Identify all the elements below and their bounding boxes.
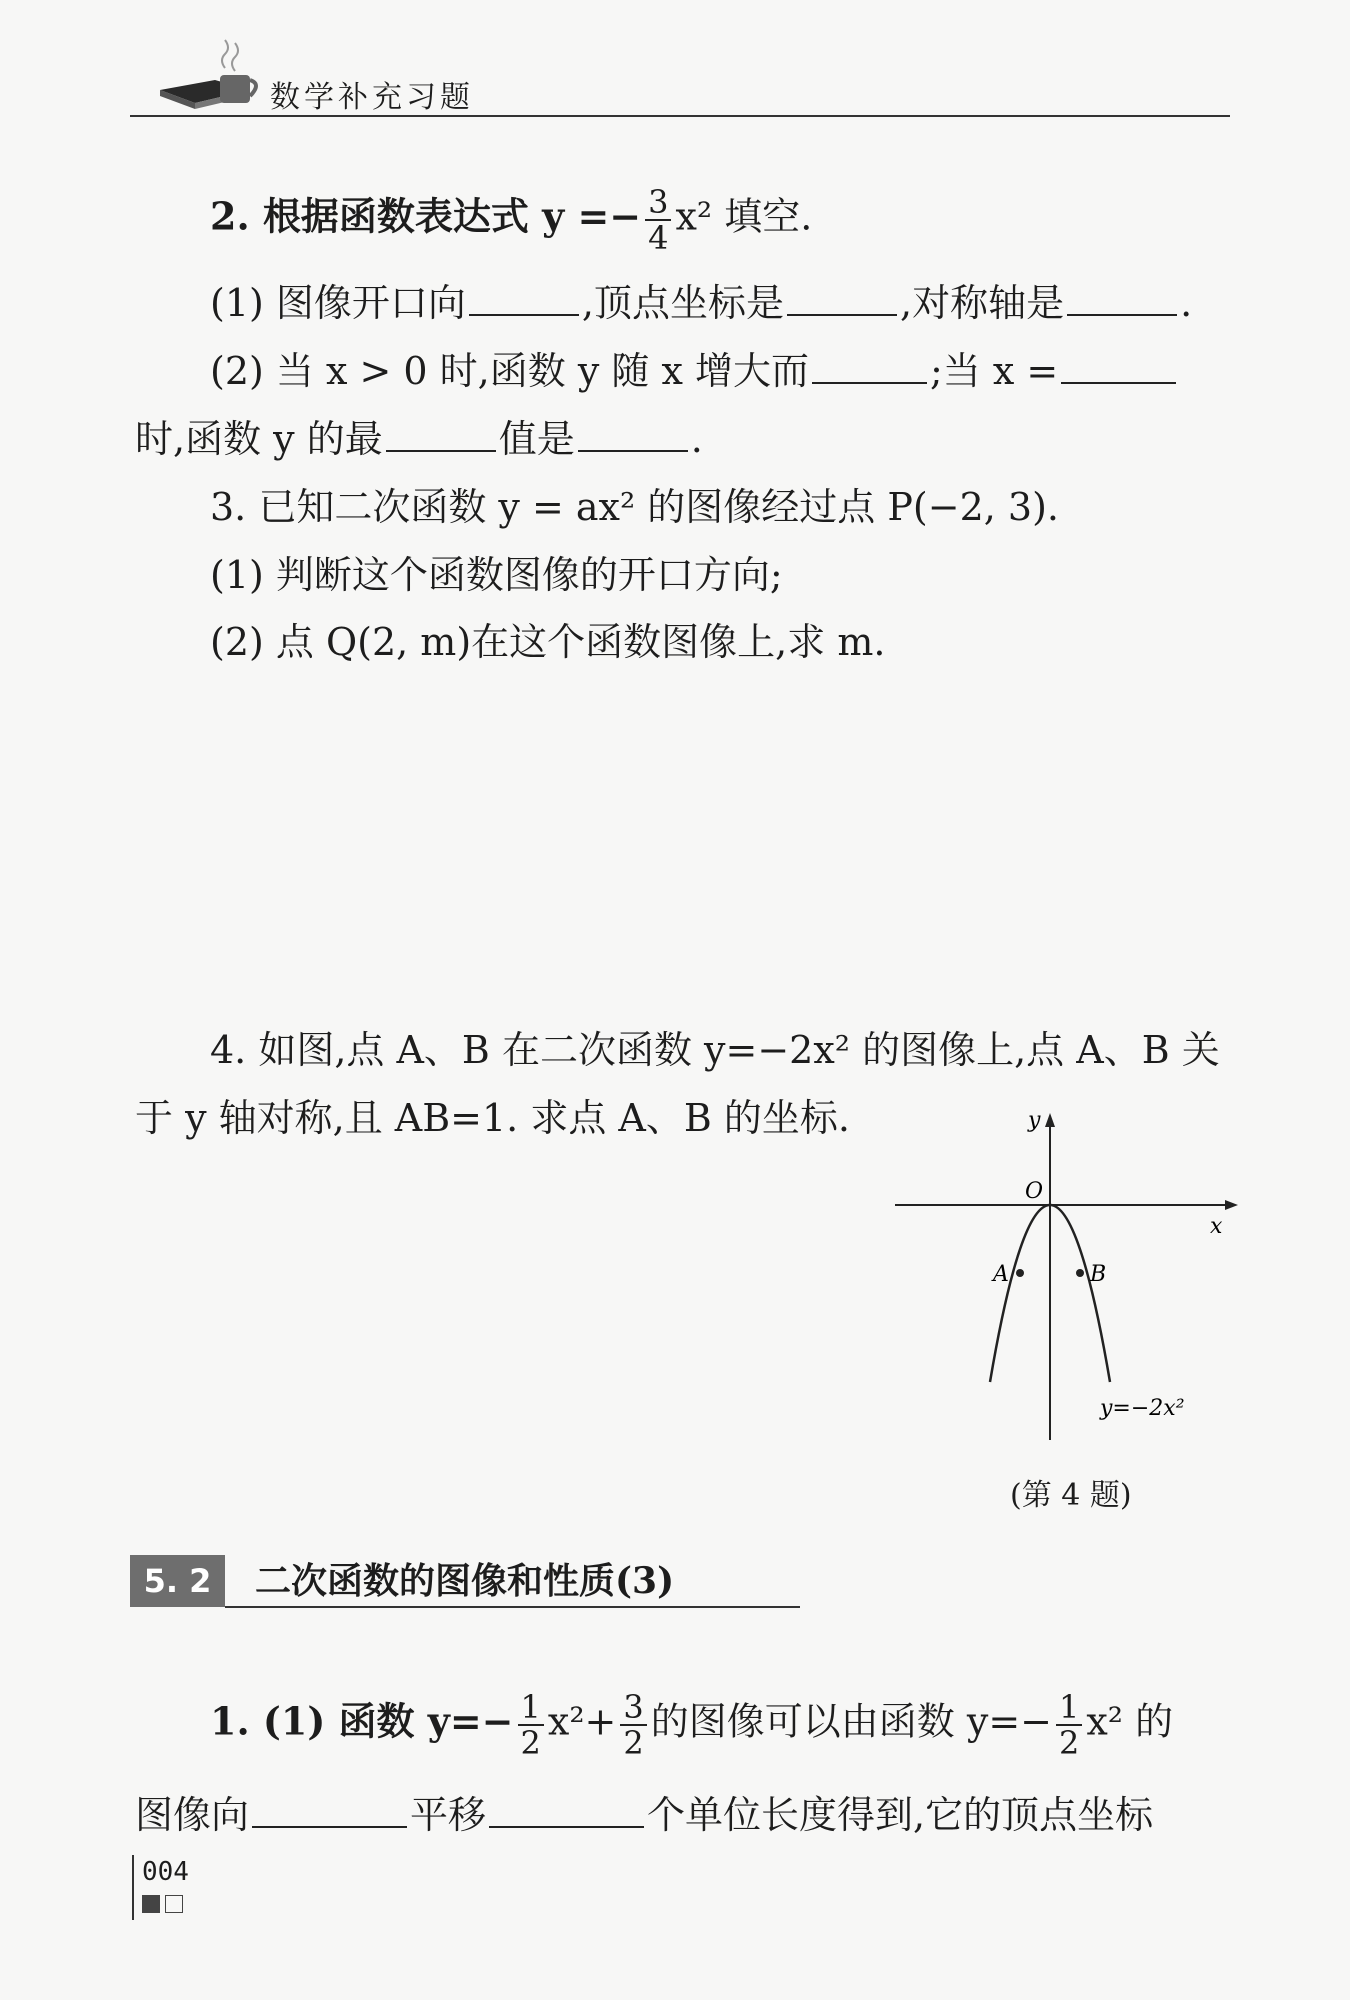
s1-frac3-den: 2 — [1059, 1724, 1080, 1762]
q2-stem-post: x² 填空. — [675, 194, 813, 239]
curve-label: y=−2x² — [1100, 1396, 1185, 1421]
s1-fraction-2 — [620, 1690, 646, 1760]
s1-post: x² 的 — [1086, 1699, 1174, 1744]
s1-line1 — [210, 1690, 1173, 1760]
q2-frac-den: 4 — [648, 219, 669, 257]
q2-p1-text-b: ,顶点坐标是 — [581, 281, 785, 325]
q3-part1: (1) 判断这个函数图像的开口方向; — [210, 553, 783, 597]
answer-blank[interactable] — [1061, 346, 1176, 384]
x-axis-arrow — [1225, 1200, 1238, 1210]
s1-line2-c: 个单位长度得到,它的顶点坐标 — [647, 1793, 1154, 1837]
q2-p2-text-a: (2) 当 x > 0 时,函数 y 随 x 增大而 — [210, 349, 809, 393]
q3-stem: 3. 已知二次函数 y = ax² 的图像经过点 P(−2, 3). — [210, 485, 1060, 529]
x-axis-label: x — [1210, 1214, 1223, 1239]
header-rule — [130, 115, 1230, 117]
q2-p1-text-c: ,对称轴是 — [900, 281, 1065, 325]
q3-part2: (2) 点 Q(2, m)在这个函数图像上,求 m. — [210, 620, 886, 664]
book-cup-icon — [155, 35, 275, 115]
point-b-label: B — [1090, 1262, 1107, 1287]
q2-fraction — [645, 185, 671, 255]
q2-part2 — [210, 346, 1179, 396]
q2-frac-num: 3 — [645, 185, 671, 221]
point-a — [1016, 1269, 1024, 1277]
section-header — [130, 1555, 800, 1607]
q2-p2-text-e: . — [690, 417, 703, 461]
section-title: 二次函数的图像和性质(3) — [255, 1560, 675, 1602]
page-number: 004 — [142, 1857, 189, 1887]
page-marker-filled — [142, 1895, 160, 1913]
answer-blank[interactable] — [578, 414, 688, 452]
s1-line2-b: 平移 — [410, 1793, 487, 1837]
s1-frac1-num: 1 — [518, 1690, 544, 1726]
s1-frac1-den: 2 — [520, 1724, 541, 1762]
answer-blank[interactable] — [252, 1790, 407, 1828]
s1-mid1: x²+ — [547, 1699, 617, 1744]
section-number: 5. 2 — [130, 1555, 225, 1607]
s1-frac2-num: 3 — [620, 1690, 646, 1726]
s1-frac2-den: 2 — [623, 1724, 644, 1762]
q4-line2: 于 y 轴对称,且 AB=1. 求点 A、B 的坐标. — [135, 1096, 850, 1140]
q2-p2-text-c: 时,函数 y 的最 — [135, 417, 383, 461]
answer-blank[interactable] — [787, 278, 897, 316]
page-marker-empty — [165, 1895, 183, 1913]
footer-rule — [132, 1855, 134, 1920]
origin-label: O — [1025, 1179, 1044, 1204]
answer-blank[interactable] — [1067, 278, 1177, 316]
y-axis-arrow — [1045, 1113, 1055, 1127]
answer-blank[interactable] — [469, 278, 579, 316]
s1-pre: 1. (1) 函数 y=− — [210, 1698, 514, 1744]
s1-line2-a: 图像向 — [135, 1793, 250, 1837]
s1-mid2: 的图像可以由函数 y=− — [650, 1699, 1052, 1744]
point-a-label: A — [993, 1262, 1009, 1287]
answer-blank[interactable] — [489, 1790, 644, 1828]
q2-p2-text-d: 值是 — [498, 417, 575, 461]
point-b — [1076, 1269, 1084, 1277]
header — [130, 30, 1230, 125]
q4-figure — [880, 1105, 1240, 1455]
q4-line1: 4. 如图,点 A、B 在二次函数 y=−2x² 的图像上,点 A、B 关 — [210, 1028, 1220, 1072]
q2-stem-pre: 2. 根据函数表达式 y =− — [210, 193, 642, 239]
section-underline — [225, 1606, 800, 1608]
q2-part2-cont — [135, 414, 703, 464]
s1-fraction-1 — [518, 1690, 544, 1760]
q2-stem — [210, 185, 812, 255]
q2-p2-text-b: ;当 x = — [929, 349, 1059, 393]
answer-blank[interactable] — [812, 346, 927, 384]
header-title: 数学补充习题 — [270, 80, 474, 115]
q2-part1 — [210, 278, 1192, 328]
s1-frac3-num: 1 — [1056, 1690, 1082, 1726]
answer-blank[interactable] — [386, 414, 496, 452]
q2-p1-text-a: (1) 图像开口向 — [210, 281, 466, 325]
y-axis-label: y — [1028, 1108, 1041, 1133]
q4-figure-caption: (第 4 题) — [1010, 1478, 1132, 1513]
s1-line2 — [135, 1790, 1153, 1840]
s1-fraction-3 — [1056, 1690, 1082, 1760]
q2-p1-text-d: . — [1180, 281, 1193, 325]
